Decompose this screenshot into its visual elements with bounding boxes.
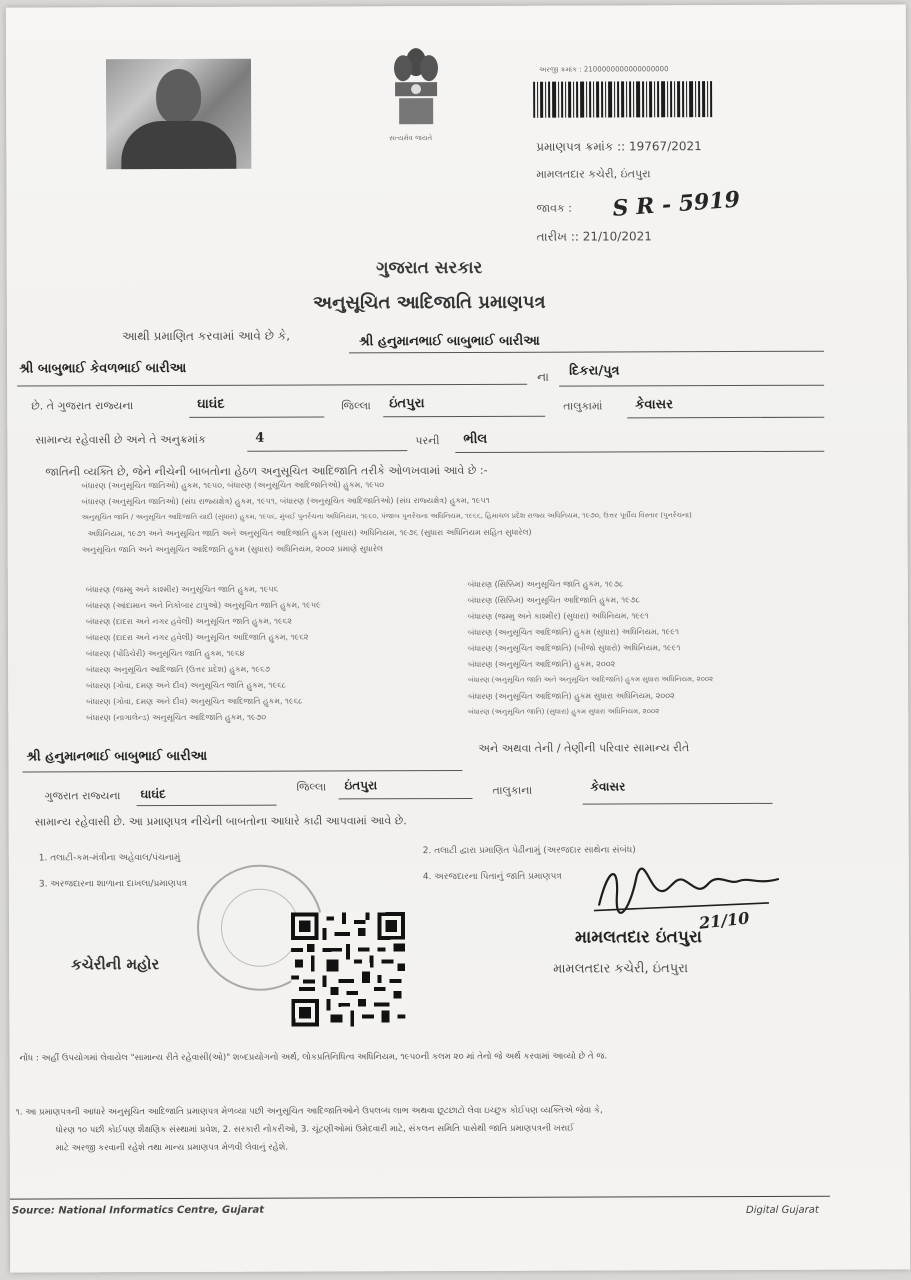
qr-code [291, 910, 405, 1028]
district-value: ઇંતપુરા [389, 396, 425, 412]
note-usage: નોંધ : અહીં ઉપયોગમાં લેવાયેલ "સામાન્ય રીતે રહેવાસી(ઓ)" શબ્દપ્રયોગનો અર્થ, લોકપ્રતિનિધિત્વ અધિનિયમ, ૧૯૫૦ની કલમ ૨૦ માં તેનો જે અર્થ કરવામાં આવ્યો છે તે જ. [19, 1051, 608, 1064]
document-title: અનુસૂચિત આદિજાતિ પ્રમાણપત્ર [313, 291, 546, 314]
dispatch-label: જાવક : [536, 201, 572, 215]
order-item: અનુસૂચિત જાતિ / અનુસૂચિત આદિજાતિ યાદી (સુધારા) હુકમ, ૧૯૫૬, મુંબઈ પુનર્રચના અધિનિયમ, ૧૯૬૦, પંજાબ પુનર્રચના અધિનિયમ, ૧૯૬૬, હિમાચલ પ્રદેશ રાજ્ય અધિનિયમ, ૧૯૭૦, ઉત્તર પૂર્વીય વિસ્તાર (પુનર્રચના) [81, 511, 692, 522]
order-left-item: બંધારણ (નાગાલેન્ડ) અનુસૂચિત આદિજાતિ હુકમ, ૧૯૭૦ [86, 712, 267, 723]
applicant-photo [106, 59, 251, 170]
footer-brand: Digital Gujarat [745, 1204, 819, 1216]
relation-label: ના [537, 369, 550, 384]
handwritten-signature [589, 855, 789, 926]
order-item: બંધારણ (અનુસૂચિત જાતિઓ) (સંઘ રાજ્યક્ષેત્ર) હુકમ, ૧૯૫૧, બંધારણ (અનુસૂચિત આદિજાતિઓ) (સંઘ રાજ્યક્ષેત્ર) હુકમ, ૧૯૫૧ [81, 495, 490, 507]
residence-village-value: ઘાઘંદ [140, 787, 166, 802]
state-emblem-icon [381, 40, 451, 140]
emblem-caption: સત્યમેવ જયતે [389, 134, 433, 143]
note-line: ૧. આ પ્રમાણપત્રની આધારે અનુસૂચિત આદિજાતિ પ્રમાણપત્ર મેળવ્યા પછી અનુસૂચિત આદિજાતિઓને ઉપલબ્ધ લાભ અથવા છૂટછાટો લેવા ઇચ્છુક કોઈપણ વ્યક્તિએ જેવા કે, [15, 1105, 603, 1118]
order-item: બંધારણ (અનુસૂચિત જાતિઓ) હુકમ, ૧૯૫૦, બંધારણ (અનુસૂચિત આદિજાતિઓ) હુકમ, ૧૯૫૦ [81, 480, 385, 491]
residence-name: શ્રી હનુમાનભાઈ બાબુભાઈ બારીઆ [26, 748, 208, 765]
issuing-office: મામલતદાર કચેરી, ઇંતપુરા [536, 167, 651, 181]
note-line: માટે અરજી કરવાની રહેશે તથા માન્ય પ્રમાણપત્ર મેળવી લેવાનું રહેશે. [55, 1142, 289, 1154]
signatory-office: મામલતદાર કચેરી, ઇંતપુરા [553, 961, 689, 977]
order-item: અધિનિયમ, ૧૯૭૧ અને અનુસૂચિત જાતિ અને અનુસૂચિત આદિજાતિ હુકમ (સુધારા) અધિનિયમ, ૧૯૭૬ (સુધારા અધિનિયમ સહિત સુધારેલ) [87, 527, 532, 539]
residence-taluka-value: કેવાસર [590, 779, 626, 794]
barcode-label: અરજી ક્રમાંક : 2100000000000000000 [539, 65, 669, 74]
resident-label: સામાન્ય રહેવાસી છે અને તે અનુક્રમાંક [35, 432, 206, 447]
village-label: છે. તે ગુજરાત રાજ્યના [31, 399, 134, 413]
order-right-item: બંધારણ (અનુસૂચિત આદિજાતિ) હુકમ સુધારા અધિનિયમ, ૨૦૦૨ [468, 691, 675, 701]
tribe-label: પરની [415, 434, 440, 448]
seal-label: કચેરીની મહોર [71, 955, 160, 974]
order-left-item: બંધારણ (આંદામાન અને નિકોબાર ટાપુઓ) અનુસૂચિત જાતિ હુકમ, ૧૯૫૯ [85, 600, 321, 611]
basis-item: 4. અરજદારના પિતાનું જાતિ પ્રમાણપત્ર [422, 871, 562, 883]
dispatch-number-handwritten: S R - 5919 [611, 186, 741, 222]
order-left-item: બંધારણ (ગોવા, દમણ અને દીવ) અનુસૂચિત જાતિ હુકમ, ૧૯૬૮ [86, 680, 287, 691]
certify-prefix: આથી પ્રમાણિત કરવામાં આવે છે કે, [121, 328, 291, 344]
order-left-item: બંધારણ (પોંડિચેરી) અનુસૂચિત જાતિ હુકમ, ૧૯૬૪ [86, 648, 245, 659]
serial-number: 4 [255, 430, 265, 446]
order-right-item: બંધારણ (સિક્કિમ) અનુસૂચિત જાતિ હુકમ, ૧૯૭૮ [467, 579, 624, 589]
order-left-item: બંધારણ અનુસૂચિત આદિજાતિ (ઉત્તર પ્રદેશ) હુકમ, ૧૯૬૭ [86, 664, 271, 675]
order-right-item: બંધારણ (જમ્મુ અને કાશ્મીર) (સુધારા) અધિનિયમ, ૧૯૯૧ [467, 611, 649, 621]
family-label: અને અથવા તેની / તેણીની પરિવાર સામાન્ય રીતે [478, 741, 690, 755]
order-left-item: બંધારણ (દાદરા અને નગર હવેલી) અનુસૂચિત આદિજાતિ હુકમ, ૧૯૬૨ [85, 632, 309, 643]
signature-date: 21/10 [698, 908, 751, 933]
order-right-item: બંધારણ (અનુસૂચિત જાતિ અને અનુસૂચિત આદિજાતિ) હુકમ સુધારા અધિનિયમ, ૨૦૦૨ [468, 675, 714, 684]
government-title: ગુજરાત સરકાર [376, 257, 483, 279]
order-right-item: બંધારણ (અનુસૂચિત આદિજાતિ) (બીજો સુધારો) અધિનિયમ, ૧૯૯૧ [468, 643, 681, 653]
certificate-page [6, 4, 910, 1272]
taluka-value: કેવાસર [635, 397, 673, 413]
basis-item: 1. તલાટી-કમ-મંત્રીના અહેવાલ/પંચનામું [38, 852, 181, 864]
note-line: ધોરણ ૧૦ પછી કોઈપણ શૈક્ષણિક સંસ્થામાં પ્રવેશ, 2. સરકારી નોકરીઓ, 3. ચૂંટણીઓમાં ઉમેદવારી માટે, સંકલન સમિતિ પાસેથી જાતિ પ્રમાણપત્રની ખરાઈ [55, 1123, 574, 1136]
relation-value: દિકરા/પુત્ર [569, 363, 620, 379]
order-right-item: બંધારણ (સિક્કિમ) અનુસૂચિત આદિજાતિ હુકમ, ૧૯૭૮ [467, 595, 640, 605]
applicant-name: શ્રી હનુમાનભાઈ બાબુભાઈ બારીઆ [358, 333, 540, 350]
order-item: અનુસૂચિત જાતિ અને અનુસૂચિત આદિજાતિ હુકમ (સુધારા) અધિનિયમ, ૨૦૦૨ પ્રમાણે સુધારેલ [81, 544, 384, 555]
district-label: જિલ્લા [341, 399, 371, 413]
basis-statement: સામાન્ય રહેવાસી છે. આ પ્રમાણપત્ર નીચેની બાબતોના આધારે કાઢી આપવામાં આવે છે. [34, 814, 407, 829]
certificate-number: પ્રમાણપત્ર ક્રમાંક :: 19767/2021 [536, 139, 702, 154]
residence-taluka-label: તાલુકાના [492, 783, 533, 797]
order-left-item: બંધારણ (જમ્મુ અને કાશ્મીર) અનુસૂચિત જાતિ હુકમ, ૧૯૫૬ [85, 584, 279, 595]
taluka-label: તાલુકામાં [563, 399, 603, 413]
order-left-item: બંધારણ (દાદરા અને નગર હવેલી) અનુસૂચિત જાતિ હુકમ, ૧૯૬૨ [85, 616, 292, 627]
village-value: ઘાઘંદ [197, 396, 225, 412]
signatory-title: મામલતદાર ઇંતપુરા [575, 927, 702, 948]
father-name: શ્રી બાબુભાઈ કેવળભાઈ બારીઆ [19, 360, 187, 377]
basis-item: 3. અરજદારના શાળાના દાખલા/પ્રમાણપત્ર [38, 878, 188, 890]
order-right-item: બંધારણ (અનુસૂચિત આદિજાતિ) હુકમ (સુધારા) અધિનિયમ, ૧૯૯૧ [467, 627, 680, 637]
order-right-item: બંધારણ (અનુસૂચિત આદિજાતિ) હુકમ, ૨૦૦૨ [468, 659, 616, 669]
basis-item: 2. તલાટી દ્વારા પ્રમાણિત પેઢીનામું (અરજદાર સાથેના સંબંધ) [422, 845, 636, 857]
residence-district-value: ઇંતપુરા [344, 778, 378, 793]
footer-source: Source: National Informatics Centre, Gujarat [11, 1204, 265, 1217]
barcode [533, 71, 713, 120]
footer-divider [10, 1196, 830, 1200]
order-left-item: બંધારણ (ગોવા, દમણ અને દીવ) અનુસૂચિત આદિજાતિ હુકમ, ૧૯૬૮ [86, 696, 303, 707]
tribe-value: ભીલ [463, 431, 488, 447]
residence-village-label: ગુજરાત રાજ્યના [44, 789, 121, 803]
order-right-item: બંધારણ (અનુસૂચિત જાતિ) (સુધારા) હુકમ સુધારા અધિનિયમ, ૨૦૦૨ [468, 707, 660, 716]
residence-district-label: જિલ્લા [296, 780, 327, 794]
tribe-statement: જાતિની વ્યક્તિ છે, જેને નીચેની બાબતોના હેઠળ અનુસૂચિત આદિજાતિ તરીકે ઓળખવામાં આવે છે :- [45, 463, 488, 479]
issue-date: તારીખ :: 21/10/2021 [536, 229, 652, 244]
